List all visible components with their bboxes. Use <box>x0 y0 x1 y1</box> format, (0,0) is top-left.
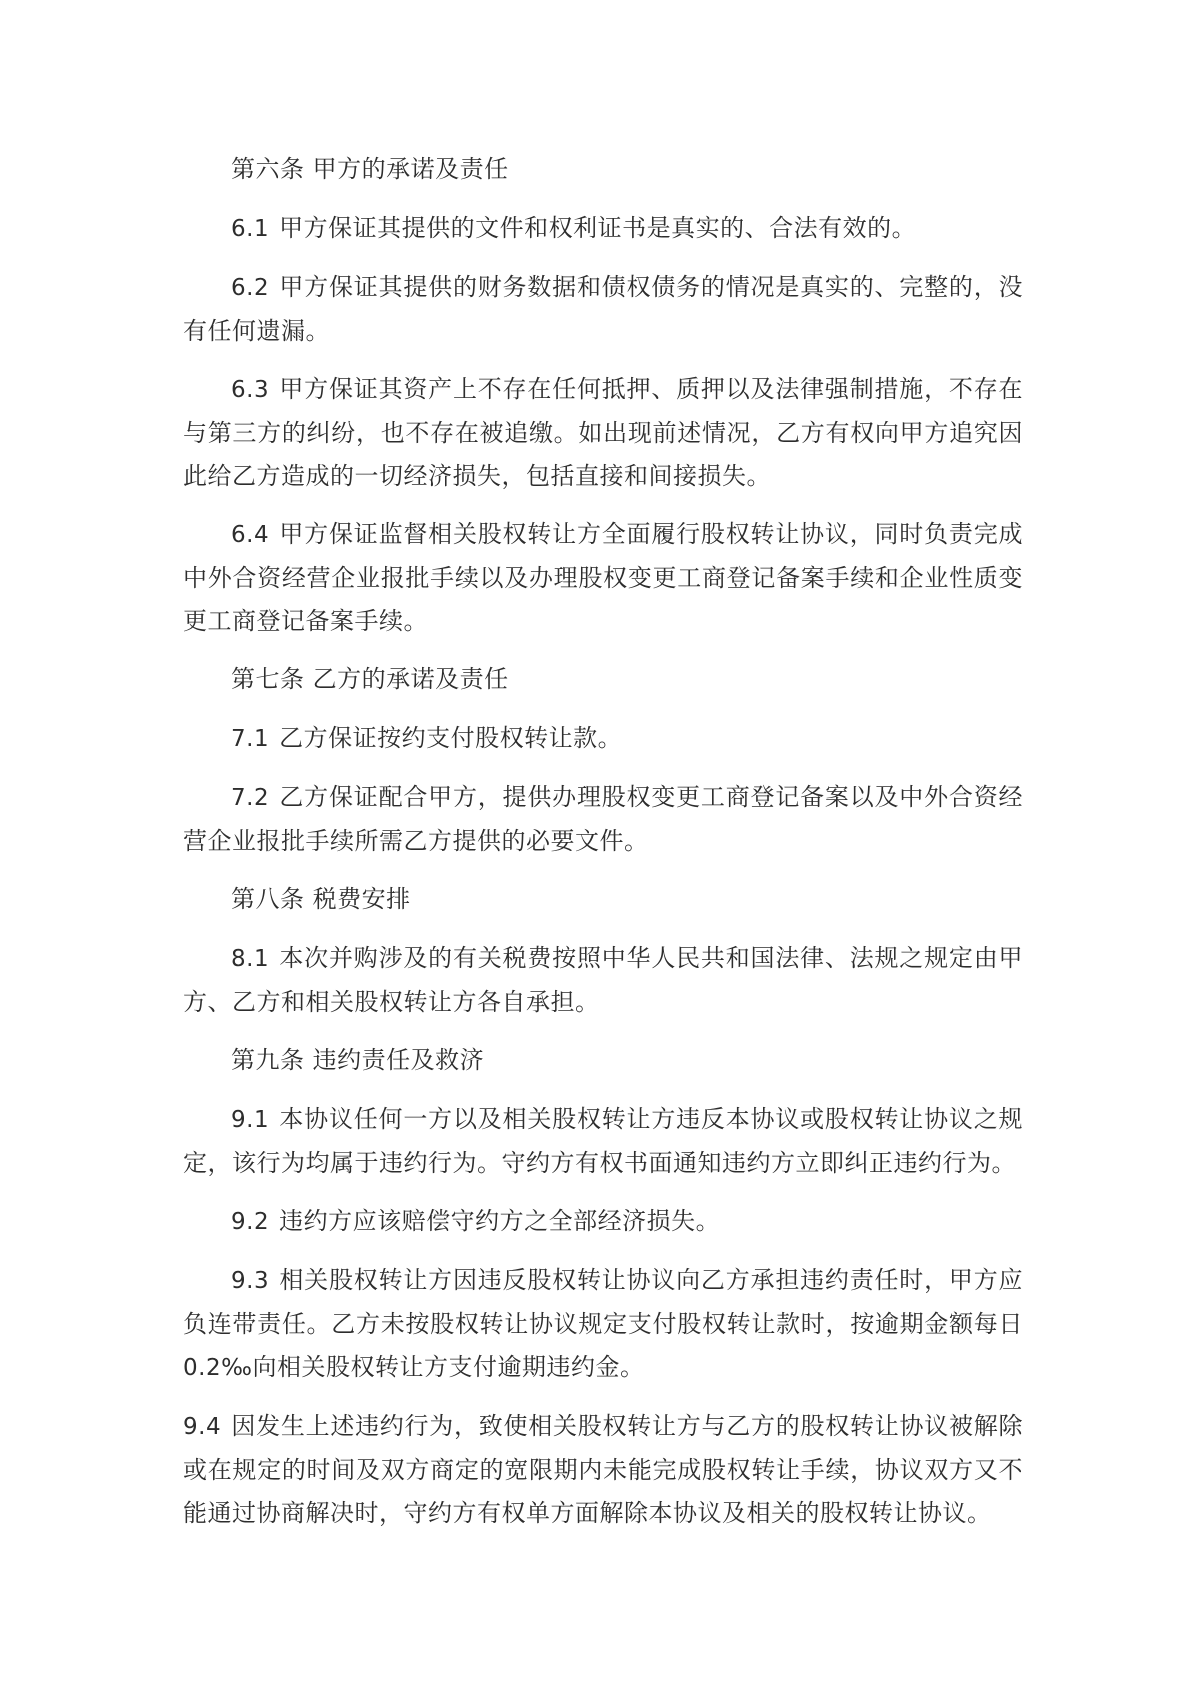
clause-text: 本次并购涉及的有关税费按照中华人民共和国法律、法规之规定由甲方、乙方和相关股权转让方各自承担。 <box>183 944 1023 1016</box>
document-body <box>183 148 1023 1550</box>
clause-6-3 <box>183 368 1023 498</box>
penalty-rate: 0.2‰ <box>183 1355 253 1381</box>
clause-text: 违约方应该赔偿守约方之全部经济损失。 <box>279 1207 721 1235</box>
clause-6-1 <box>183 207 1023 251</box>
clause-text: 甲方保证其提供的财务数据和债权债务的情况是真实的、完整的，没有任何遗漏。 <box>183 273 1023 345</box>
clause-number: 6.4 <box>231 522 270 548</box>
clause-text: 甲方保证其资产上不存在任何抵押、质押以及法律强制措施，不存在与第三方的纠纷，也不存在被追缴。如出现前述情况，乙方有权向甲方追究因此给乙方造成的一切经济损失，包括直接和间接损失。 <box>183 375 1023 490</box>
clause-text: 甲方保证监督相关股权转让方全面履行股权转让协议，同时负责完成中外合资经营企业报批手续以及办理股权变更工商登记备案手续和企业性质变更工商登记备案手续。 <box>183 520 1023 635</box>
clause-9-2 <box>183 1200 1023 1244</box>
clause-number: 7.1 <box>231 726 270 752</box>
clause-number: 6.3 <box>231 377 270 403</box>
clause-7-2 <box>183 776 1023 863</box>
clause-number: 9.2 <box>231 1209 270 1235</box>
clause-number: 9.1 <box>231 1107 270 1133</box>
clause-text: 乙方保证按约支付股权转让款。 <box>279 724 623 752</box>
clause-text-after: 向相关股权转让方支付逾期违约金。 <box>252 1353 645 1381</box>
clause-9-1 <box>183 1098 1023 1185</box>
clause-9-4 <box>183 1405 1023 1535</box>
article-8-heading: 第八条 税费安排 <box>231 885 411 913</box>
clause-text: 本协议任何一方以及相关股权转让方违反本协议或股权转让协议之规定，该行为均属于违约行为。守约方有权书面通知违约方立即纠正违约行为。 <box>183 1105 1023 1177</box>
clause-number: 7.2 <box>231 785 270 811</box>
clause-text: 甲方保证其提供的文件和权利证书是真实的、合法有效的。 <box>279 214 917 242</box>
clause-number: 6.2 <box>231 275 270 301</box>
article-6-heading: 第六条 甲方的承诺及责任 <box>231 155 509 183</box>
clause-number: 9.3 <box>231 1268 270 1294</box>
clause-number: 8.1 <box>231 946 270 972</box>
clause-7-1 <box>183 717 1023 761</box>
article-9-heading: 第九条 违约责任及救济 <box>231 1046 485 1074</box>
clause-9-3 <box>183 1259 1023 1390</box>
clause-text-before: 相关股权转让方因违反股权转让协议向乙方承担违约责任时，甲方应负连带责任。乙方未按股权转让协议规定支付股权转让款时，按逾期金额每日 <box>183 1266 1023 1338</box>
clause-8-1 <box>183 937 1023 1024</box>
clause-text: 因发生上述违约行为，致使相关股权转让方与乙方的股权转让协议被解除或在规定的时间及双方商定的宽限期内未能完成股权转让手续，协议双方又不能通过协商解决时，守约方有权单方面解除本协议及相关的股权转让协议。 <box>183 1412 1023 1527</box>
clause-6-4 <box>183 513 1023 643</box>
article-7-heading: 第七条 乙方的承诺及责任 <box>231 665 509 693</box>
clause-number: 9.4 <box>183 1414 222 1440</box>
clause-text: 乙方保证配合甲方，提供办理股权变更工商登记备案以及中外合资经营企业报批手续所需乙方提供的必要文件。 <box>183 783 1023 855</box>
clause-number: 6.1 <box>231 216 270 242</box>
clause-6-2 <box>183 266 1023 353</box>
